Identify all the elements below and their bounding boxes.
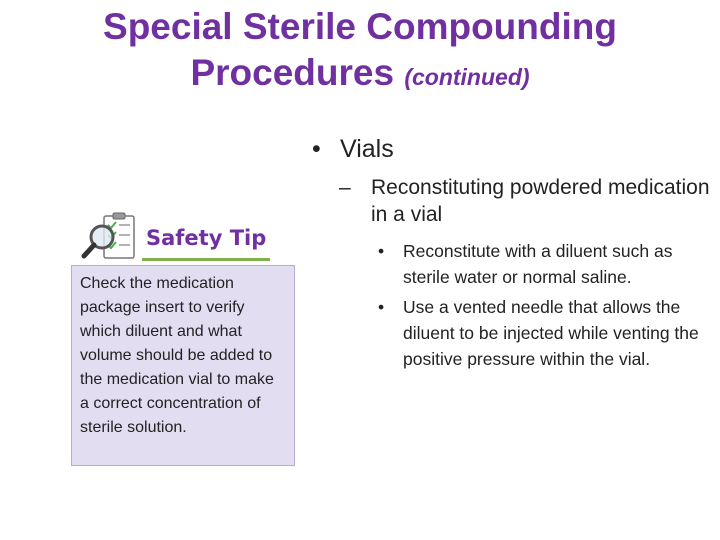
bullet-level-3-list [378,238,712,372]
bullet-dot-icon: • [378,241,385,261]
list-item [378,238,712,290]
bullet-level-3-text: Use a vented needle that allows the diluent to be injected while venting the positive pressure within the vial. [403,297,699,369]
safety-tip-title: Safety Tip [146,226,267,250]
magnifier-checklist-icon [80,210,140,264]
bullet-level-2 [339,174,712,228]
safety-tip-header [80,210,280,264]
bullet-level-1-text: Vials [340,135,394,163]
title-suffix: (continued) [404,64,530,90]
title-main: Procedures [190,52,395,93]
bullet-dot-icon: • [312,135,321,163]
bullet-dot-icon: • [378,297,385,317]
bullet-list [312,132,712,376]
bullet-level-2-text: Reconstituting powdered medication in a vial [371,176,710,226]
bullet-level-1 [312,132,712,166]
title-line-2 [0,50,720,100]
list-item [378,294,712,372]
title-line-1: Special Sterile Compounding [103,6,617,47]
bullet-level-3-text: Reconstitute with a diluent such as sterile water or normal saline. [403,241,673,287]
slide-title [0,4,720,100]
safety-tip-underline [142,258,270,261]
safety-tip-box [71,265,295,466]
bullet-dash-icon: – [339,176,351,199]
safety-tip-text: Check the medication package insert to verify which diluent and what volume should be added to the medication vial to make a correct concentration of sterile solution. [80,275,274,436]
